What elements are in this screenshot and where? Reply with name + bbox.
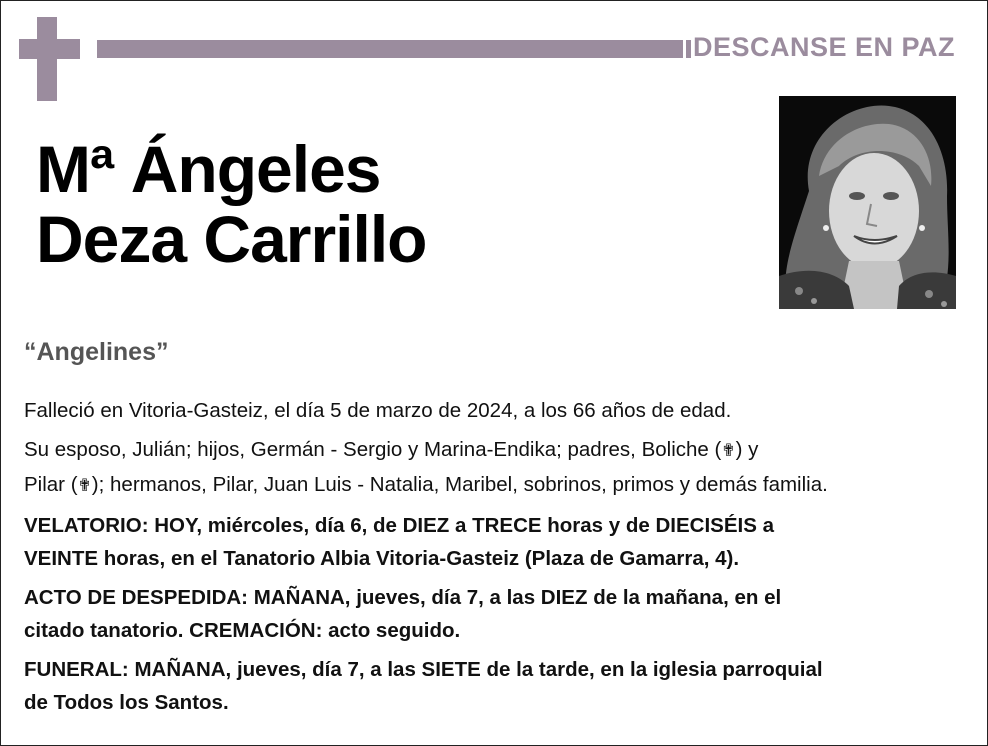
nickname: “Angelines” [24,338,169,366]
funeral-line-2: de Todos los Santos. [24,691,229,714]
family-text-1a: Su esposo, Julián; hijos, Germán - Sergio y Marina-Endika; padres, Boliche ( [24,438,722,461]
portrait-photo [779,96,956,309]
cross-icon-vertical [37,17,57,101]
death-statement: Falleció en Vitoria-Gasteiz, el día 5 de marzo de 2024, a los 66 años de edad. [24,399,732,422]
family-text-2b: ); hermanos, Pilar, Juan Luis - Natalia, Maribel, sobrinos, primos y demás familia. [91,473,828,496]
portrait-illustration [779,96,956,309]
despedida-info [24,581,974,647]
cross-icon: ✟ [721,441,736,461]
velatorio-info [24,509,974,575]
cross-icon-horizontal [19,39,80,59]
family-statement [24,433,974,503]
despedida-line-2: citado tanatorio. CREMACIÓN: acto seguido. [24,619,461,642]
header-rule [97,40,683,58]
notice-body [24,394,974,725]
velatorio-line-2: VEINTE horas, en el Tanatorio Albia Vitoria-Gasteiz (Plaza de Gamarra, 4). [24,547,740,570]
family-text-1b: ) y [735,438,759,461]
rip-label: DESCANSE EN PAZ [693,32,956,62]
header-rule-end [686,40,691,58]
name-line-1: Mª Ángeles [36,132,381,206]
funeral-info [24,653,974,719]
funeral-line-1: FUNERAL: MAÑANA, jueves, día 7, a las SIETE de la tarde, en la iglesia parroquial [24,658,823,681]
name-line-2: Deza Carrillo [36,202,427,276]
deceased-name [36,134,426,274]
cross-icon: ✟ [77,476,92,496]
despedida-line-1: ACTO DE DESPEDIDA: MAÑANA, jueves, día 7, a las DIEZ de la mañana, en el [24,586,782,609]
family-text-2a: Pilar ( [24,473,78,496]
velatorio-line-1: VELATORIO: HOY, miércoles, día 6, de DIEZ a TRECE horas y de DIECISÉIS a [24,514,774,537]
